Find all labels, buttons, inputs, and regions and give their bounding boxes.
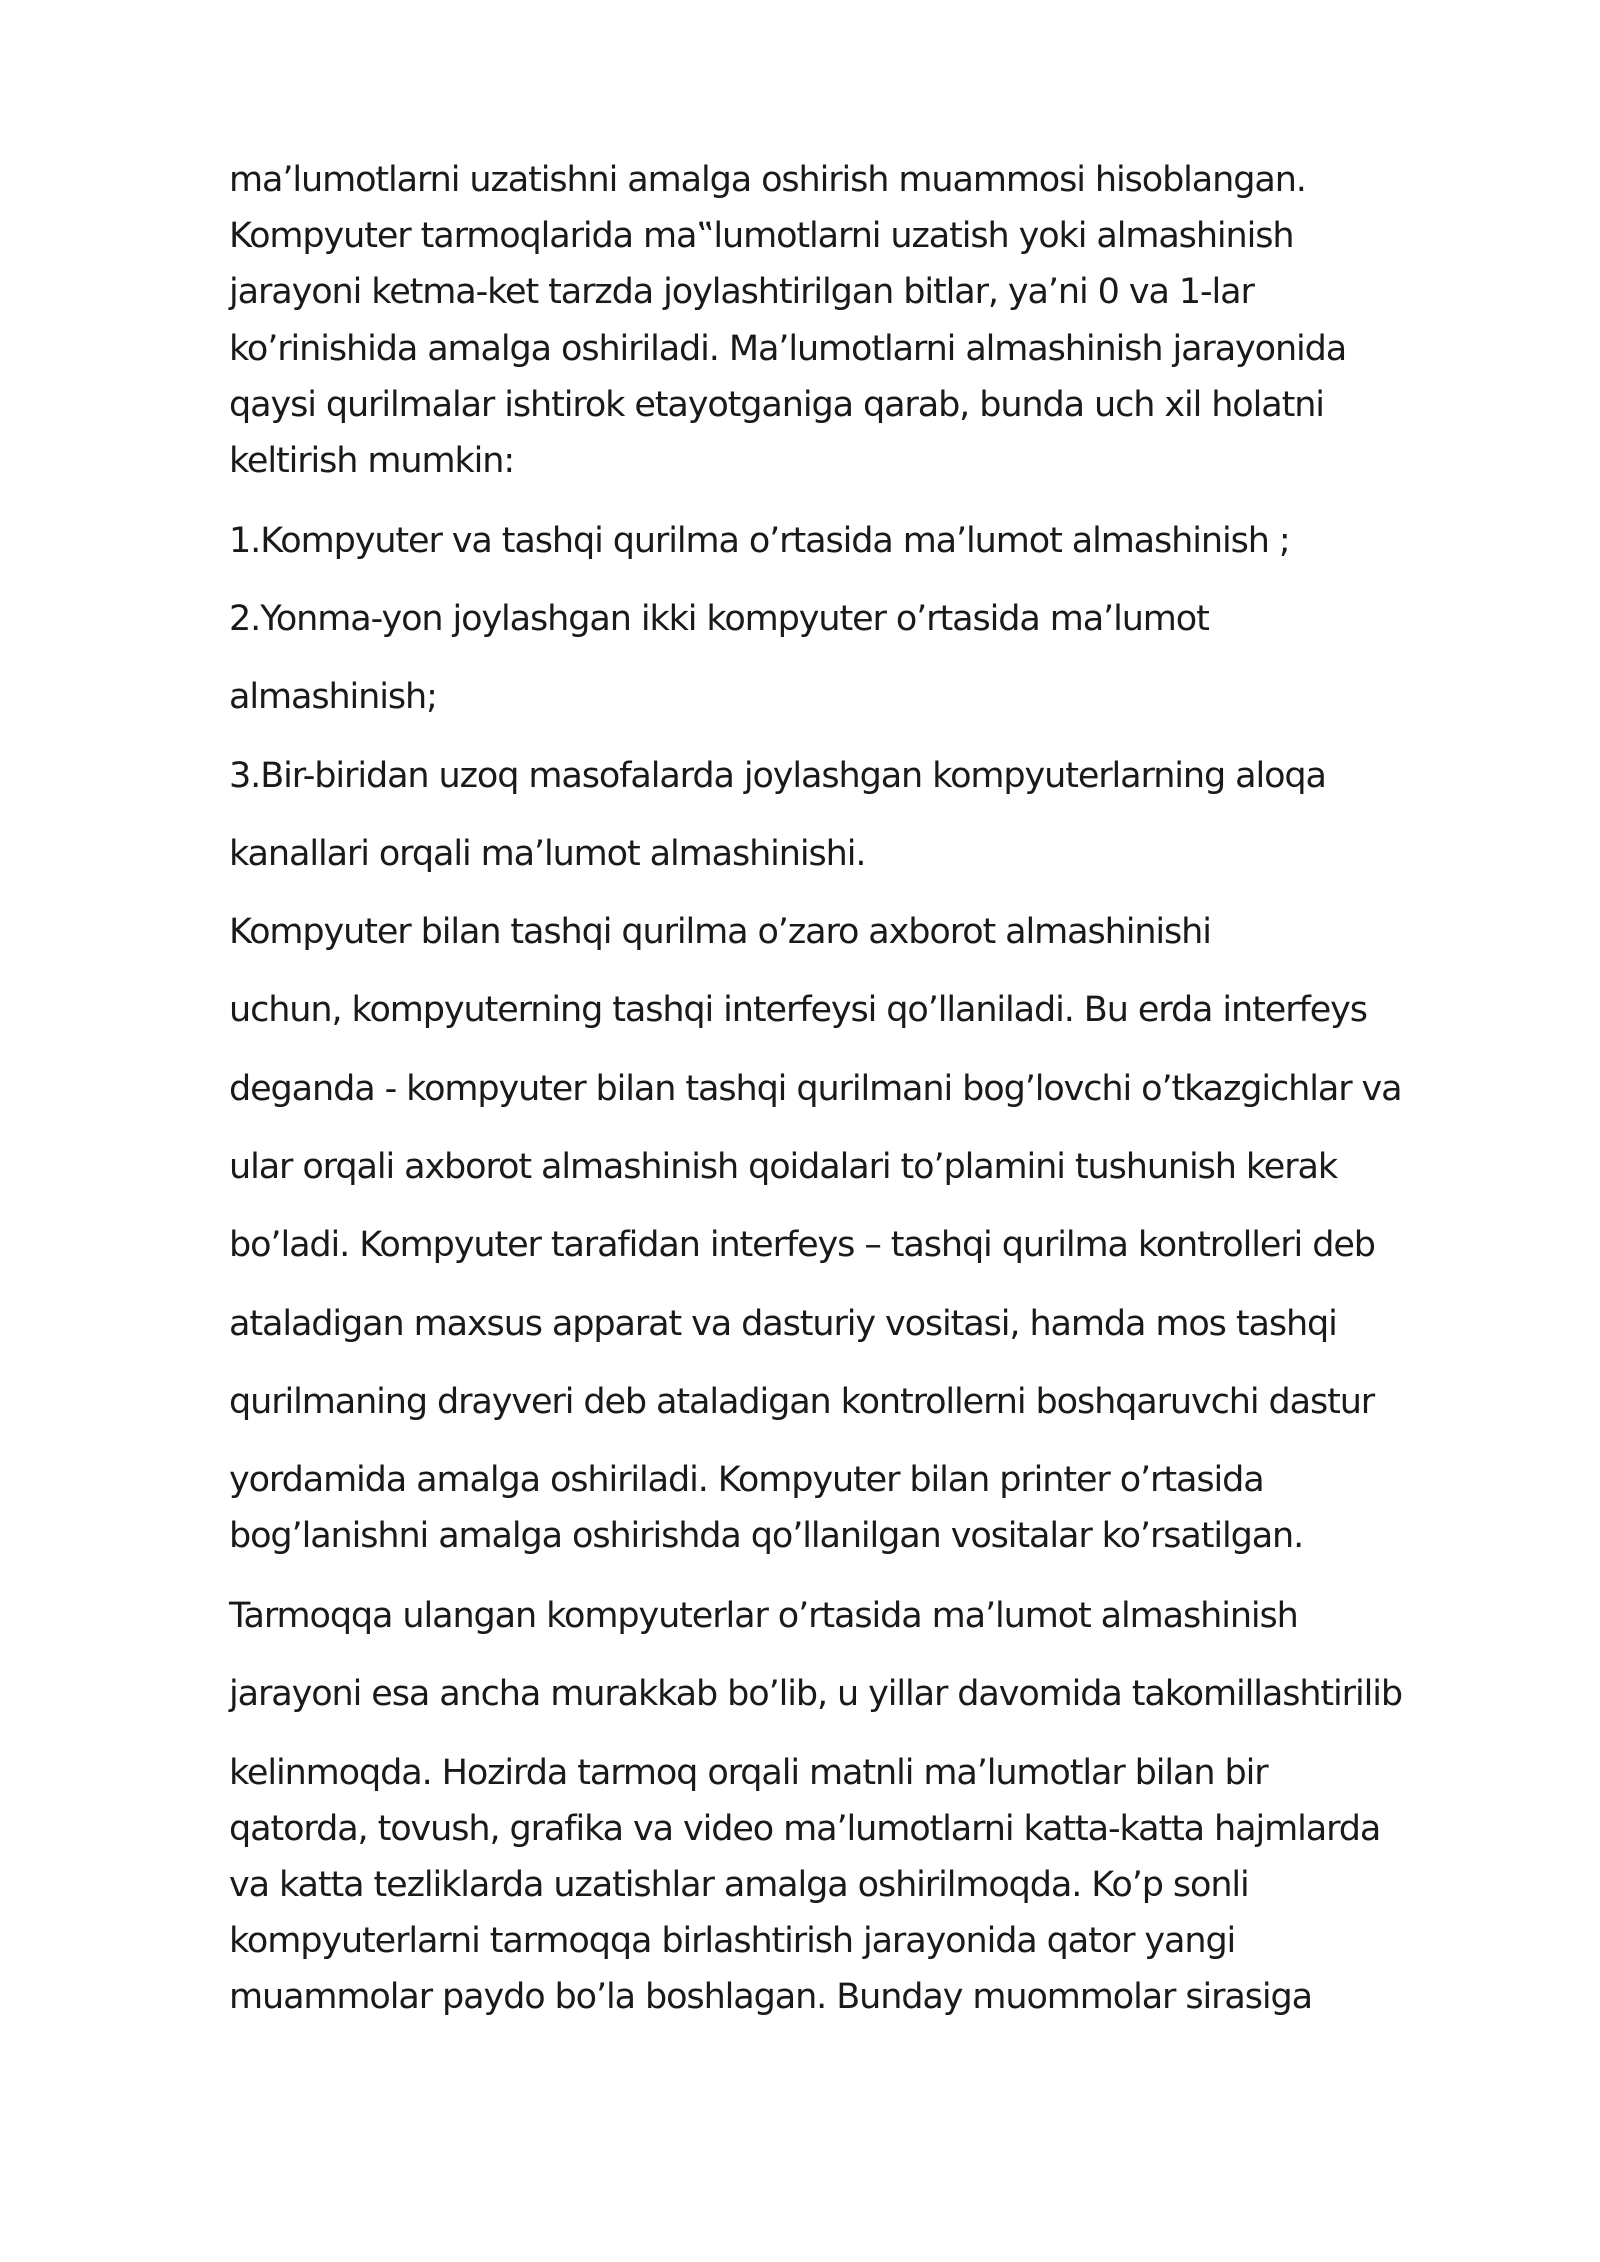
text-line: jarayoni esa ancha murakkab bo’lib, u yillar davomida takomillashtirilib [229, 1674, 1402, 1714]
text-line: va katta tezliklarda uzatishlar amalga oshirilmoqda. Ko’p sonli [229, 1865, 1249, 1905]
text-line: kompyuterlarni tarmoqqa birlashtirish jarayonida qator yangi [229, 1921, 1236, 1961]
text-line: bog’lanishni amalga oshirishda qo’llanilgan vositalar ko’rsatilgan. [229, 1516, 1304, 1556]
text-line: ma’lumotlarni uzatishni amalga oshirish muammosi hisoblangan. [229, 160, 1306, 200]
text-line: kelinmoqda. Hozirda tarmoq orqali matnli ma’lumotlar bilan bir [229, 1753, 1268, 1793]
text-line: qatorda, tovush, grafika va video ma’lumotlarni katta-katta hajmlarda [229, 1809, 1381, 1849]
text-line: jarayoni ketma-ket tarzda joylashtirilgan bitlar, ya’ni 0 va 1-lar [229, 272, 1254, 312]
text-line: ataladigan maxsus apparat va dasturiy vositasi, hamda mos tashqi [229, 1304, 1337, 1344]
text-line: deganda - kompyuter bilan tashqi qurilmani bog’lovchi o’tkazgichlar va [229, 1069, 1402, 1109]
text-line: muammolar paydo bo’la boshlagan. Bunday muommolar sirasiga [229, 1977, 1312, 2017]
list-item: 3.Bir-biridan uzoq masofalarda joylashgan kompyuterlarning aloqa [229, 756, 1326, 796]
text-line: uchun, kompyuterning tashqi interfeysi qo’llaniladi. Bu erda interfeys [229, 990, 1367, 1030]
list-item: 1.Kompyuter va tashqi qurilma o’rtasida ma’lumot almashinish ; [229, 521, 1290, 561]
list-item-continuation: almashinish; [229, 677, 437, 717]
text-line: qaysi qurilmalar ishtirok etayotganiga qarab, bunda uch xil holatni [229, 385, 1324, 425]
text-line: bo’ladi. Kompyuter tarafidan interfeys – tashqi qurilma kontrolleri deb [229, 1225, 1375, 1265]
text-line: yordamida amalga oshiriladi. Kompyuter bilan printer o’rtasida [229, 1460, 1264, 1500]
list-item-continuation: kanallari orqali ma’lumot almashinishi. [229, 834, 866, 874]
text-line: Tarmoqqa ulangan kompyuterlar o’rtasida ma’lumot almashinish [229, 1596, 1298, 1636]
text-line: ular orqali axborot almashinish qoidalari to’plamini tushunish kerak [229, 1147, 1338, 1187]
list-item: 2.Yonma-yon joylashgan ikki kompyuter o’rtasida ma’lumot [229, 599, 1209, 639]
text-line: qurilmaning drayveri deb ataladigan kontrollerni boshqaruvchi dastur [229, 1382, 1375, 1422]
text-line: Kompyuter tarmoqlarida ma‟lumotlarni uzatish yoki almashinish [229, 216, 1294, 256]
text-line: ko’rinishida amalga oshiriladi. Ma’lumotlarni almashinish jarayonida [229, 329, 1347, 369]
text-line: Kompyuter bilan tashqi qurilma o’zaro axborot almashinishi [229, 912, 1211, 952]
text-line: keltirish mumkin: [229, 441, 515, 481]
